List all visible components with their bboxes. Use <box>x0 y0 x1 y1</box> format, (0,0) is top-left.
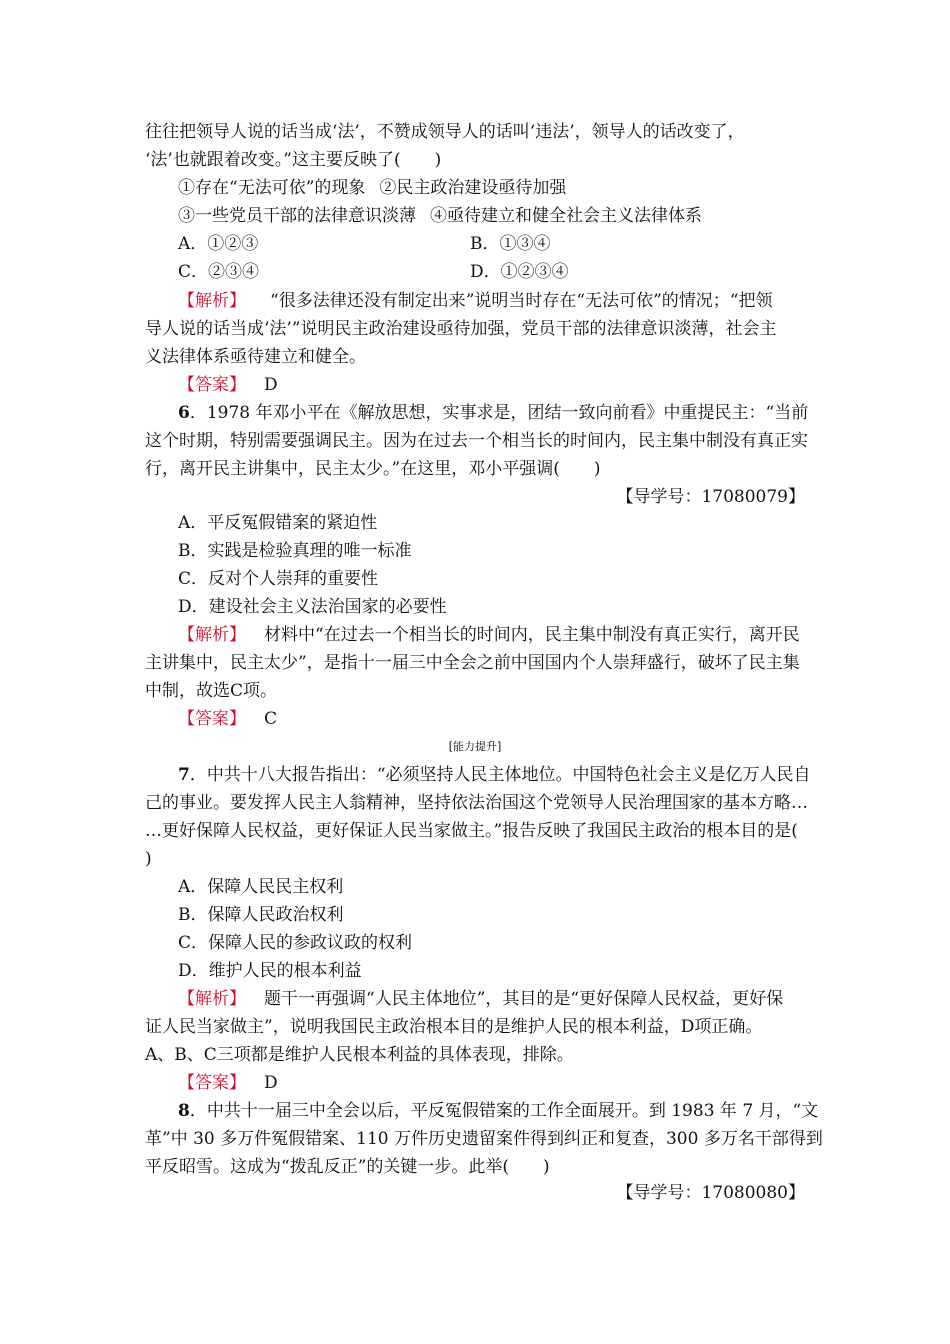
analysis-text: “很多法律还没有制定出来”说明当时存在“无法可依”的情况；“把领 <box>270 291 773 311</box>
section-title: [能力提升] <box>448 740 502 753</box>
q5-statement-3: ③一些党员干部的法律意识淡薄 <box>178 206 416 226</box>
q5-option-c: C．②③④ <box>178 262 260 282</box>
q7-answer <box>178 1072 278 1094</box>
q6-stem-text: ．1978 年邓小平在《解放思想，实事求是，团结一致向前看》中重提民主：“当前 <box>189 403 809 423</box>
question-number: 8 <box>178 1101 190 1121</box>
answer-tag: 【答案】 <box>178 1073 246 1093</box>
q8-stem-line: 平反昭雪。这成为“拨乱反正”的关键一步。此举( ) <box>145 1157 550 1177</box>
guide-number: 【导学号：17080079】 <box>616 487 805 507</box>
answer-tag: 【答案】 <box>178 709 246 729</box>
q8-stem-line: 革”中 30 多万件冤假错案、110 万件历史遗留案件得到纠正和复查，300 多万名干部得到 <box>145 1129 823 1149</box>
q6-option-d: D．建设社会主义法治国家的必要性 <box>178 597 447 617</box>
answer-value: D <box>264 1073 278 1093</box>
question-number: 7 <box>178 765 190 785</box>
analysis-tag: 【解析】 <box>178 625 246 645</box>
analysis-tag: 【解析】 <box>178 291 246 311</box>
q6-analysis-line: 主讲集中，民主太少”，是指十一届三中全会之前中国国内个人崇拜盛行，破坏了民主集 <box>145 653 800 673</box>
q6-option-c: C．反对个人崇拜的重要性 <box>178 569 379 589</box>
q6-analysis-line: 中制，故选C项。 <box>145 681 278 701</box>
q7-analysis-line: A、B、C三项都是维护人民根本利益的具体表现，排除。 <box>145 1045 574 1065</box>
q8-stem <box>178 1100 818 1122</box>
question-number: 6 <box>178 403 190 423</box>
analysis-tag: 【解析】 <box>178 989 246 1009</box>
q5-statements <box>178 177 566 199</box>
q6-option-a: A．平反冤假错案的紧迫性 <box>178 513 378 533</box>
q7-stem-line: 己的事业。要发挥人民主人翁精神，坚持依法治国这个党领导人民治理国家的基本方略… <box>145 793 808 813</box>
q6-answer <box>178 708 277 730</box>
q5-stem-line: 往往把领导人说的话当成‘法’，不赞成领导人的话叫‘违法’，领导人的话改变了， <box>145 122 745 142</box>
q5-answer <box>178 374 278 396</box>
q5-statement-1: ①存在“无法可依”的现象 <box>178 178 366 198</box>
q5-stem-line: ‘法’也就跟着改变。”这主要反映了( ) <box>145 150 442 170</box>
guide-number: 【导学号：17080080】 <box>616 1183 805 1203</box>
analysis-text: 材料中“在过去一个相当长的时间内，民主集中制没有真正实行，离开民 <box>264 625 800 645</box>
q7-stem-line: ) <box>145 849 152 869</box>
q6-stem <box>178 402 808 424</box>
q7-stem <box>178 764 811 786</box>
q5-option-a: A．①②③ <box>178 234 259 254</box>
q7-option-d: D．维护人民的根本利益 <box>178 961 362 981</box>
q7-option-b: B．保障人民政治权利 <box>178 905 344 925</box>
q5-analysis-line: 导人说的话当成‘法’”说明民主政治建设亟待加强，党员干部的法律意识淡薄，社会主 <box>145 319 777 339</box>
q5-option-b: B．①③④ <box>470 234 551 254</box>
q5-statements <box>178 205 702 227</box>
q6-stem-line: 这个时期，特别需要强调民主。因为在过去一个相当长的时间内，民主集中制没有真正实 <box>145 431 808 451</box>
analysis-text: 题干一再强调“人民主体地位”，其目的是“更好保障人民权益，更好保 <box>264 989 784 1009</box>
q7-analysis-line: 证人民当家做主”，说明我国民主政治根本目的是维护人民的根本利益，D项正确。 <box>145 1017 763 1037</box>
q5-statement-4: ④亟待建立和健全社会主义法律体系 <box>430 206 702 226</box>
q6-stem-line: 行，离开民主讲集中，民主太少。”在这里，邓小平强调( ) <box>145 459 601 479</box>
q5-analysis-line: 义法律体系亟待建立和健全。 <box>145 347 366 367</box>
answer-value: D <box>264 375 278 395</box>
q7-option-c: C．保障人民的参政议政的权利 <box>178 933 413 953</box>
q7-option-a: A．保障人民民主权利 <box>178 877 344 897</box>
answer-tag: 【答案】 <box>178 375 246 395</box>
q5-statement-2: ②民主政治建设亟待加强 <box>379 178 567 198</box>
q6-analysis <box>178 624 800 646</box>
q7-analysis <box>178 988 783 1010</box>
q7-stem-line: …更好保障人民权益，更好保证人民当家做主。”报告反映了我国民主政治的根本目的是( <box>145 821 798 841</box>
q6-option-b: B．实践是检验真理的唯一标准 <box>178 541 412 561</box>
q5-option-d: D．①②③④ <box>470 262 569 282</box>
answer-value: C <box>264 709 278 729</box>
q7-stem-text: ．中共十八大报告指出：“必须坚持人民主体地位。中国特色社会主义是亿万人民自 <box>189 765 811 785</box>
q5-analysis <box>178 290 772 312</box>
q8-stem-text: ．中共十一届三中全会以后，平反冤假错案的工作全面展开。到 1983 年 7 月，“文 <box>189 1101 819 1121</box>
